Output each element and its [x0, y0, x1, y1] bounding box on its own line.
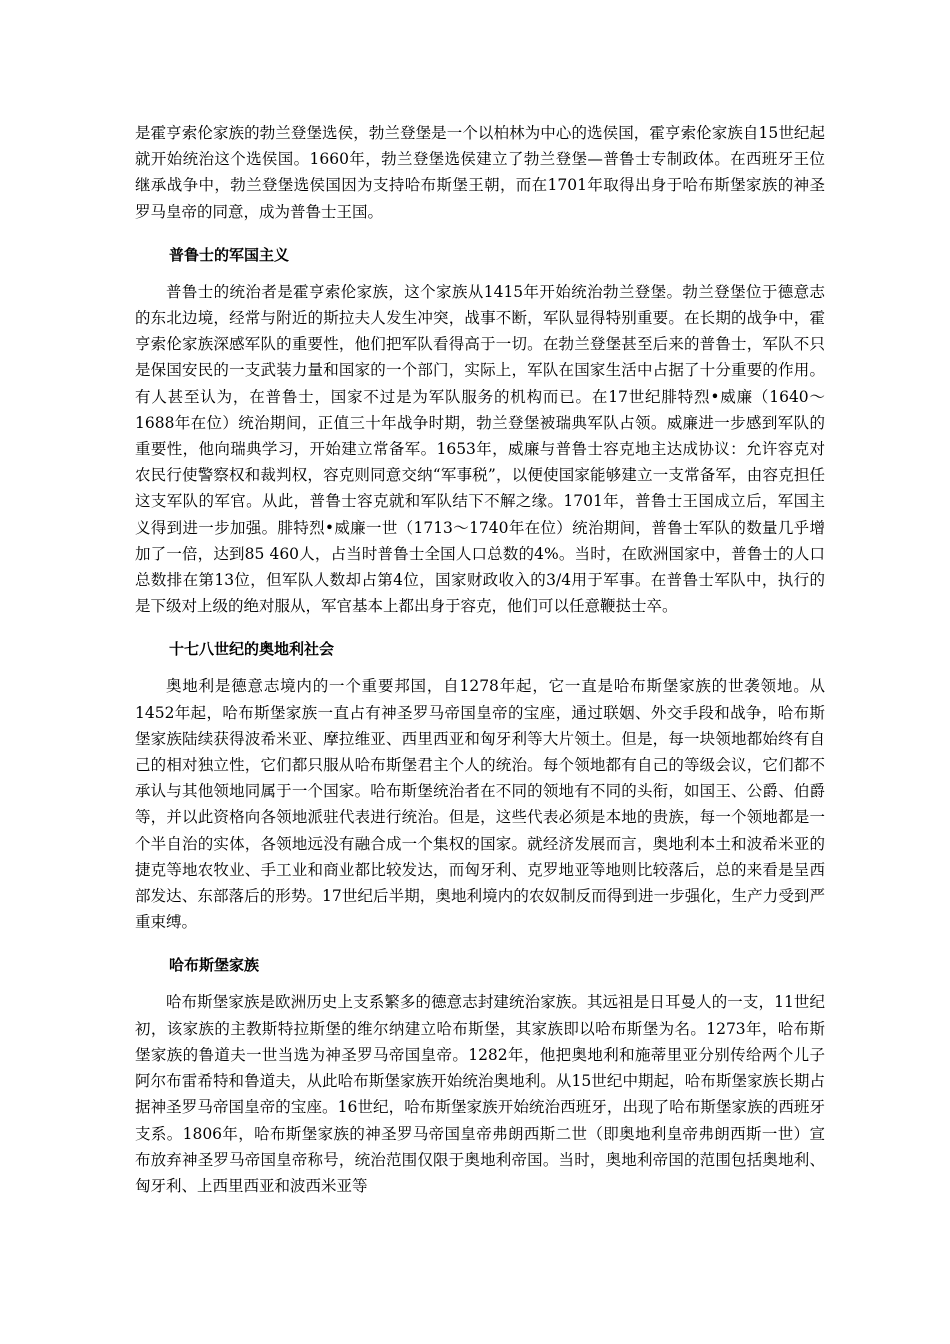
intro-paragraph: 是霍亨索伦家族的勃兰登堡选侯，勃兰登堡是一个以柏林为中心的选侯国，霍亨索伦家族自15世纪起就开始统治这个选侯国。1660年，勃兰登堡选侯建立了勃兰登堡—普鲁士专制政体。在西班牙王位继承战争中，勃兰登堡选侯国因为支持哈布斯堡王朝，而在1701年取得出身于哈布斯堡家族的神圣罗马皇帝的同意，成为普鲁士王国。 — [135, 124, 825, 221]
section-heading: 哈布斯堡家族 — [169, 956, 260, 975]
section-paragraph: 奥地利是德意志境内的一个重要邦国，自1278年起，它一直是哈布斯堡家族的世袭领地。从1452年起，哈布斯堡家族一直占有神圣罗马帝国皇帝的宝座，通过联姻、外交手段和战争，哈布斯堡家族陆续获得波希米亚、摩拉维亚、西里西亚和匈牙利等大片领土。但是，每一块领地都始终有自己的相对独立性，它们都只服从哈布斯堡君主个人的统治。每个领地都有自己的等级会议，它们都不承认与其他领地同属于一个国家。哈布斯堡统治者在不同的领地有不同的头衔，如国王、公爵、伯爵等，并以此资格向各领地派驻代表进行统治。但是，这些代表必须是本地的贵族，每一个领地都是一个半自治的实体，各领地远没有融合成一个集权的国家。就经济发展而言，奥地利本土和波希米亚的捷克等地农牧业、手工业和商业都比较发达，而匈牙利、克罗地亚等地则比较落后，总的来看是呈西部发达、东部落后的形势。17世纪后半期，奥地利境内的农奴制反而得到进一步强化，生产力受到严重束缚。 — [135, 677, 825, 932]
section-heading: 十七八世纪的奥地利社会 — [169, 640, 335, 659]
document-page — [135, 120, 825, 1199]
section-habsburg-family — [135, 953, 825, 1199]
section-austrian-society — [135, 637, 825, 935]
section-prussian-militarism — [135, 243, 825, 620]
section-paragraph: 普鲁士的统治者是霍亨索伦家族，这个家族从1415年开始统治勃兰登堡。勃兰登堡位于德意志的东北边境，经常与附近的斯拉夫人发生冲突，战事不断，军队显得特别重要。在长期的战争中，霍亨索伦家族深感军队的重要性，他们把军队看得高于一切。在勃兰登堡甚至后来的普鲁士，军队不只是保国安民的一支武装力量和国家的一个部门，实际上，军队在国家生活中占据了十分重要的作用。有人甚至认为，在普鲁士，国家不过是为军队服务的机构而已。在17世纪腓特烈•威廉（1640～1688年在位）统治期间，正值三十年战争时期，勃兰登堡被瑞典军队占领。威廉进一步感到军队的重要性，他向瑞典学习，开始建立常备军。1653年，威廉与普鲁士容克地主达成协议：允许容克对农民行使警察权和裁判权，容克则同意交纳“军事税”，以便使国家能够建立一支常备军，由容克担任这支军队的军官。从此，普鲁士容克就和军队结下不解之缘。1701年，普鲁士王国成立后，军国主义得到进一步加强。腓特烈•威廉一世（1713～1740年在位）统治期间，普鲁士军队的数量几乎增加了一倍，达到85 460人，占当时普鲁士全国人口总数的4%。当时，在欧洲国家中，普鲁士的人口总数排在第13位，但军队人数却占第4位，国家财政收入的3/4用于军事。在普鲁士军队中，执行的是下级对上级的绝对服从，军官基本上都出身于容克，他们可以任意鞭挞士卒。 — [135, 282, 825, 616]
section-paragraph: 哈布斯堡家族是欧洲历史上支系繁多的德意志封建统治家族。其远祖是日耳曼人的一支，11世纪初，该家族的主教斯特拉斯堡的维尔纳建立哈布斯堡，其家族即以哈布斯堡为名。1273年，哈布斯堡家族的鲁道夫一世当选为神圣罗马帝国皇帝。1282年，他把奥地利和施蒂里亚分别传给两个儿子阿尔布雷希特和鲁道夫，从此哈布斯堡家族开始统治奥地利。从15世纪中期起，哈布斯堡家族长期占据神圣罗马帝国皇帝的宝座。16世纪，哈布斯堡家族开始统治西班牙，出现了哈布斯堡家族的西班牙支系。1806年，哈布斯堡家族的神圣罗马帝国皇帝弗朗西斯二世（即奥地利皇帝弗朗西斯一世）宣布放弃神圣罗马帝国皇帝称号，统治范围仅限于奥地利帝国。当时，奥地利帝国的范围包括奥地利、匈牙利、上西里西亚和波西米亚等 — [135, 993, 825, 1195]
section-heading: 普鲁士的军国主义 — [169, 245, 290, 264]
